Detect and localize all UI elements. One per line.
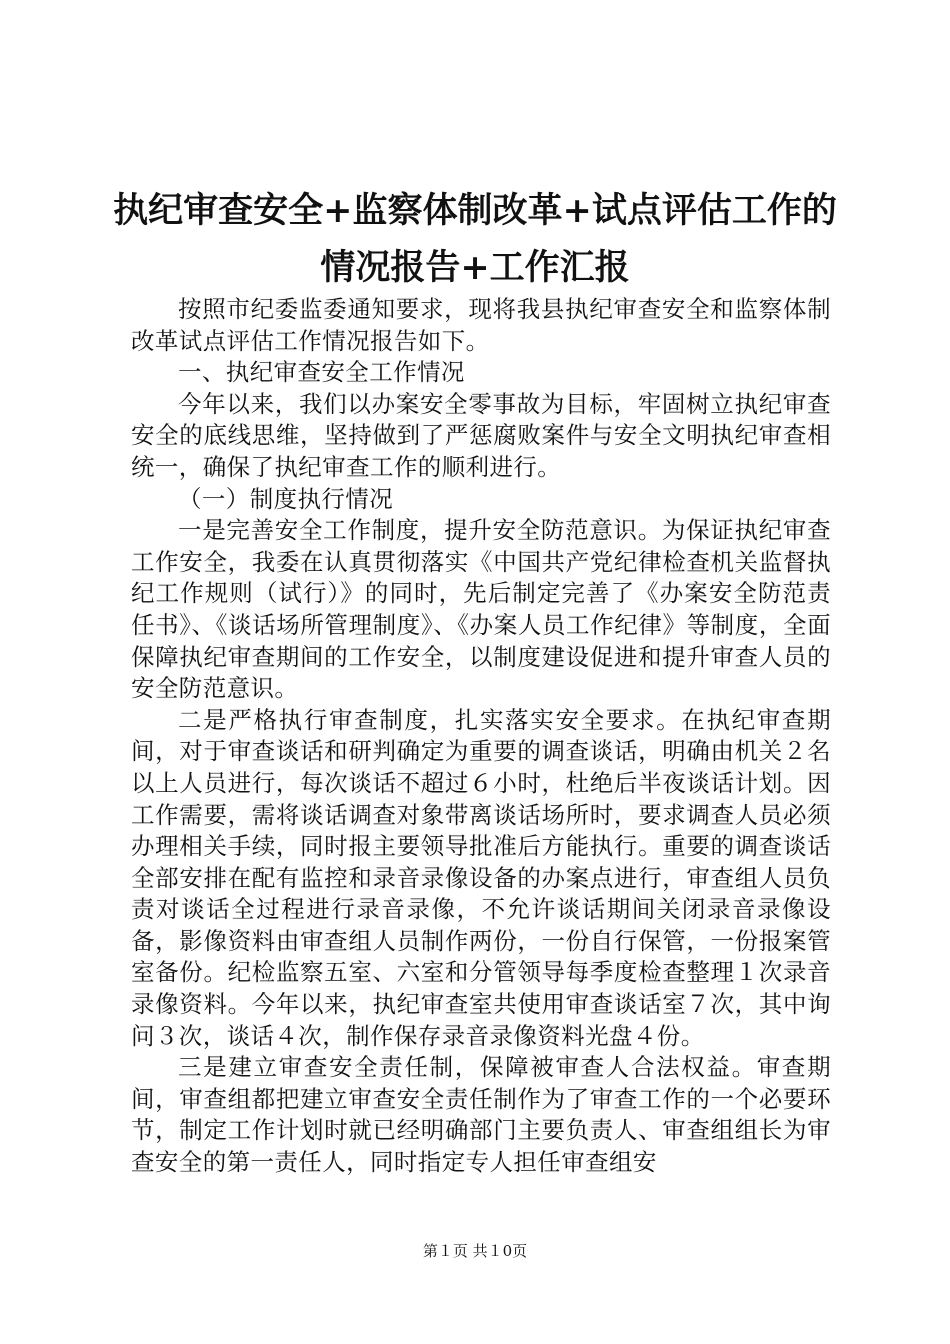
page-footer xyxy=(0,1241,950,1261)
section-heading-1: 一、执纪审查安全工作情况 xyxy=(178,358,465,387)
subsection-heading-1: （一）制度执行情况 xyxy=(178,484,394,513)
document-title xyxy=(110,182,840,296)
page-number: 第１页 xyxy=(422,1242,468,1260)
item-paragraph-3: 三是建立审查安全责任制，保障被审查人合法权益。审查期间，审查组都把建立审查安全责任制作为了审查工作的一个必要环节，制定工作计划时就已经明确部门主要负责人、审查组组长为审查安全的第一责任人，同时指定专人担任审查组安 xyxy=(131,1053,831,1177)
intro-paragraph: 按照市纪委监委通知要求，现将我县执纪审查安全和监察体制改革试点评估工作情况报告如下。 xyxy=(131,295,831,355)
document-body xyxy=(131,294,831,1179)
title-line-2: 情况报告+工作汇报 xyxy=(320,247,630,288)
page-total: 共１0页 xyxy=(472,1242,528,1260)
section-1-paragraph: 今年以来，我们以办案安全零事故为目标，牢固树立执纪审查安全的底线思维，坚持做到了严惩腐败案件与安全文明执纪审查相统一，确保了执纪审查工作的顺利进行。 xyxy=(131,389,831,481)
item-paragraph-2: 二是严格执行审查制度，扎实落实安全要求。在执纪审查期间，对于审查谈话和研判确定为重要的调查谈话，明确由机关２名以上人员进行，每次谈话不超过６小时，杜绝后半夜谈话计划。因工作需要，需将谈话调查对象带离谈话场所时，要求调查人员必须办理相关手续，同时报主要领导批准后方能执行。重要的调查谈话全部安排在配有监控和录音录像设备的办案点进行，审查组人员负责对谈话全过程进行录音录像，不允许谈话期间关闭录音录像设备，影像资料由审查组人员制作两份，一份自行保管，一份报案管室备份。纪检监察五室、六室和分管领导每季度检查整理１次录音录像资料。今年以来，执纪审查室共使用审查谈话室７次，其中询问３次，谈话４次，制作保存录音录像资料光盘４份。 xyxy=(131,705,831,1050)
item-paragraph-1: 一是完善安全工作制度，提升安全防范意识。为保证执纪审查工作安全，我委在认真贯彻落实《中国共产党纪律检查机关监督执纪工作规则（试行）》的同时，先后制定完善了《办案安全防范责任书》、《谈话场所管理制度》、《办案人员工作纪律》等制度，全面保障执纪审查期间的工作安全，以制度建设促进和提升审查人员的安全防范意识。 xyxy=(131,516,831,703)
title-line-1: 执纪审查安全+监察体制改革+试点评估工作的 xyxy=(113,190,837,231)
